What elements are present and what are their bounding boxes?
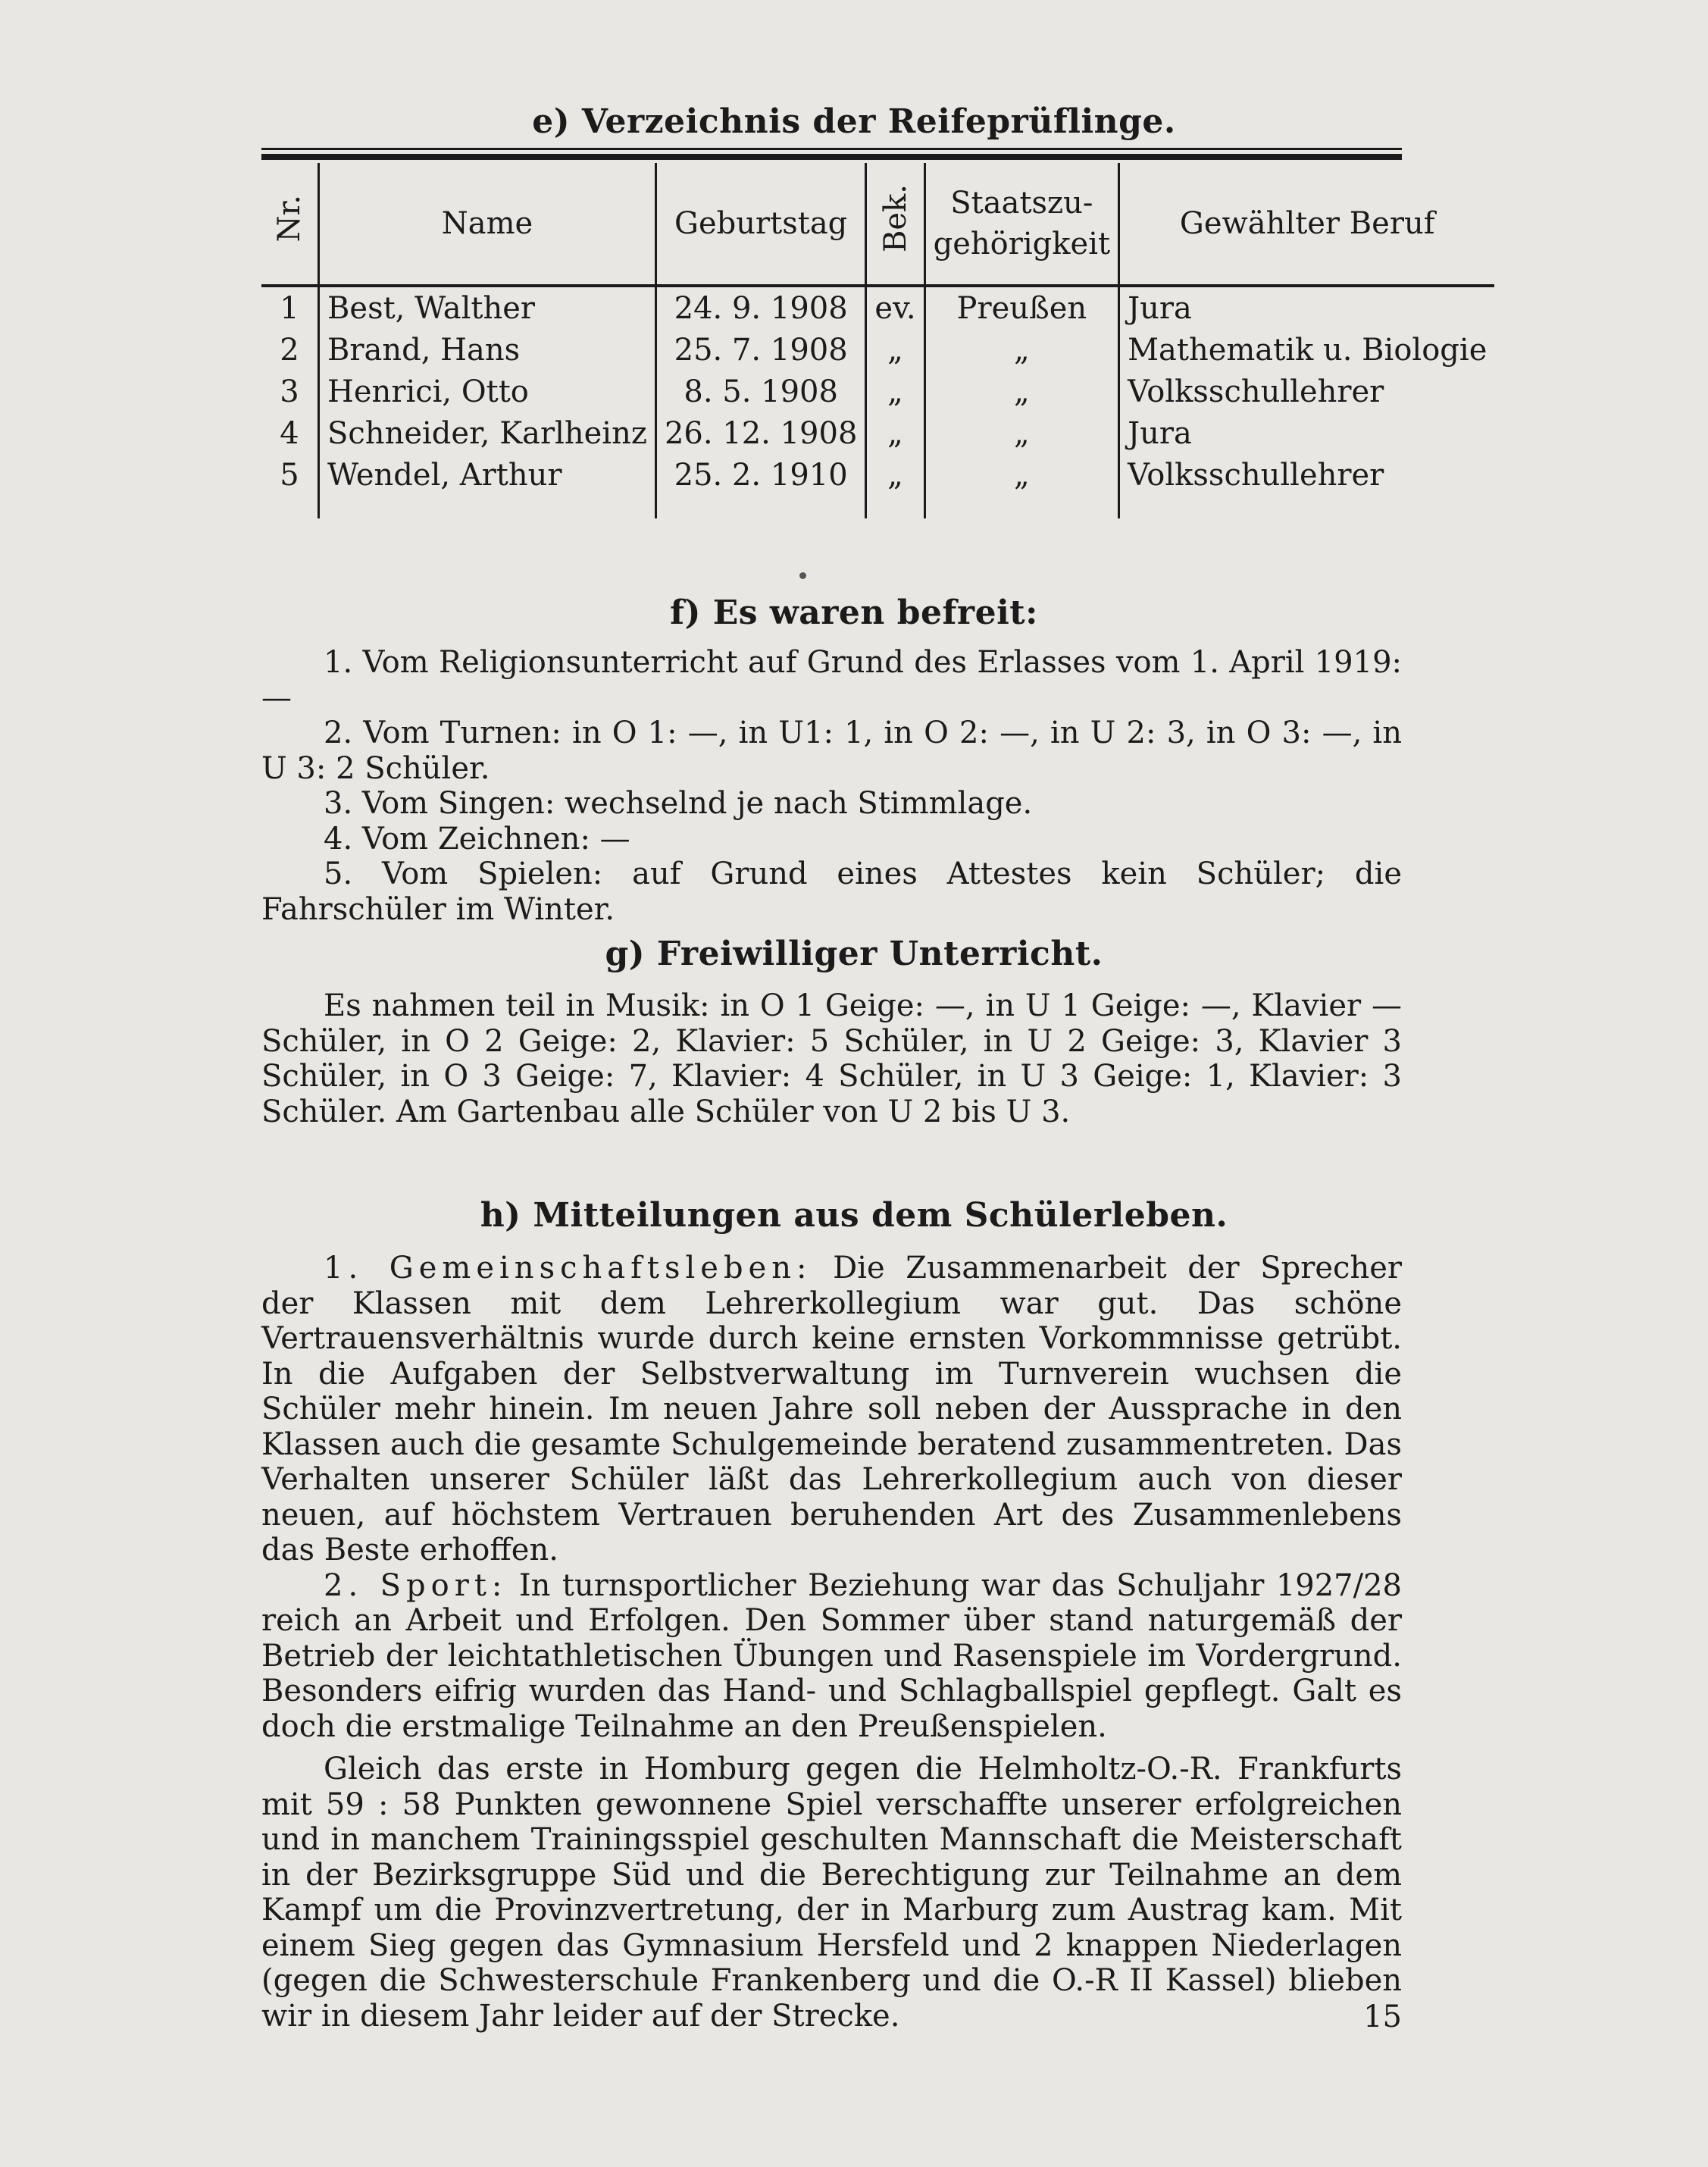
paragraph: Es nahmen teil in Musik: in O 1 Geige: —, in U 1 Geige: —, Klavier — Schüler, in O 2 Geige: 2, Klavier: 5 Schüler, in U 2 Geige: 3, Klavier 3 Schüler, in O 3 Geige: 7, Klavier: 4 Schüler, in U 3 Geige: 1, Klavier: 3 Schüler. Am Gartenbau alle Schüler von U 2 bis U 3.	[261, 988, 1402, 1129]
col-header-beruf: Gewählter Beruf	[1119, 163, 1495, 286]
cell-geburtstag: 26. 12. 1908	[655, 412, 865, 454]
list-item: 5. Vom Spielen: auf Grund eines Attestes kein Schüler; die Fahrschüler im Winter.	[261, 856, 1402, 927]
col-header-staatszugehoerigkeit: Staatszu- gehörigkeit	[924, 163, 1118, 286]
cell-beruf: Jura	[1119, 412, 1495, 454]
cell-beruf: Volksschullehrer	[1119, 454, 1495, 518]
section-g-heading: g) Freiwilliger Unterricht.	[605, 935, 1103, 973]
cell-beruf: Jura	[1119, 286, 1495, 329]
voluntary-lessons-text	[261, 988, 1402, 1129]
section-h-heading: h) Mitteilungen aus dem Schülerleben.	[480, 1196, 1228, 1235]
cell-name: Brand, Hans	[319, 329, 656, 371]
cell-bek: „	[866, 412, 924, 454]
list-item: 4. Vom Zeichnen: —	[324, 821, 630, 856]
paragraph-body: In turnsportlicher Beziehung war das Schuljahr 1927/28 reich an Arbeit und Erfolgen. Den Sommer über stand naturgemäß der Betrieb der leichtathletischen Übungen und Rasenspiele im Vordergrund. Besonders eifrig wurden das Hand- und Schlagballspiel gepflegt. Galt es doch die erstmalige Teilnahme an den Preußenspielen.	[261, 1567, 1402, 1744]
page-number: 15	[1363, 1999, 1402, 2034]
cell-nr: 5	[280, 457, 299, 493]
cell-name: Henrici, Otto	[319, 371, 656, 412]
cell-staats: „	[924, 454, 1118, 518]
table-row	[261, 286, 1494, 329]
cell-beruf: Volksschullehrer	[1119, 371, 1495, 412]
section-f-heading: f) Es waren befreit:	[670, 593, 1038, 632]
list-item: 3. Vom Singen: wechselnd je nach Stimmlage.	[324, 786, 1033, 821]
section-e-heading: e) Verzeichnis der Reifeprüflinge.	[532, 102, 1176, 141]
table-top-rule-thick	[261, 154, 1402, 160]
cell-name: Wendel, Arthur	[319, 454, 656, 518]
cell-bek: „	[866, 329, 924, 371]
cell-staats: „	[924, 329, 1118, 371]
cell-geburtstag: 24. 9. 1908	[655, 286, 865, 329]
col-header-name: Name	[319, 163, 656, 286]
col-header-bek: Bek.	[866, 163, 924, 286]
paragraph-games: Gleich das erste in Homburg gegen die Helmholtz-O.-R. Frankfurts mit 59 : 58 Punkten gewonnene Spiel verschaffte unserer erfolgreichen und in manchem Trainingsspiel geschulten Mannschaft die Meisterschaft in der Bezirksgruppe Süd und die Berechtigung zur Teilnahme an dem Kampf um die Provinzvertretung, der in Marburg zum Austrag kam. Mit einem Sieg gegen das Gymnasium Hersfeld und 2 knappen Niederlagen (gegen die Schwesterschule Frankenberg und die O.-R II Kassel) blieben wir in diesem Jahr leider auf der Strecke.	[261, 1752, 1402, 2034]
cell-bek: „	[866, 454, 924, 518]
table-row	[261, 454, 1494, 518]
col-header-nr: Nr.	[261, 163, 319, 286]
cell-geburtstag: 25. 2. 1910	[655, 454, 865, 518]
cell-name: Best, Walther	[319, 286, 656, 329]
graduates-table	[261, 163, 1494, 518]
cell-staats: „	[924, 371, 1118, 412]
list-item: 1. Vom Religionsunterricht auf Grund des Erlasses vom 1. April 1919: —	[261, 645, 1402, 716]
paragraph-label: 1. Gemeinschaftsleben:	[324, 1251, 812, 1285]
cell-name: Schneider, Karlheinz	[319, 412, 656, 454]
cell-nr: 4	[280, 415, 299, 451]
cell-beruf: Mathematik u. Biologie	[1119, 329, 1495, 371]
list-item: 2. Vom Turnen: in O 1: —, in U1: 1, in O 2: —, in U 2: 3, in O 3: —, in U 3: 2 Schüler.	[261, 716, 1402, 786]
cell-nr: 1	[280, 290, 299, 326]
table-row	[261, 412, 1494, 454]
student-life-text	[261, 1251, 1402, 2034]
cell-geburtstag: 25. 7. 1908	[655, 329, 865, 371]
paragraph-sport	[261, 1568, 1402, 1745]
cell-bek: „	[866, 371, 924, 412]
paragraph-label: 2. Sport:	[324, 1567, 508, 1603]
table-row	[261, 329, 1494, 371]
ink-speck	[799, 572, 806, 579]
cell-geburtstag: 8. 5. 1908	[655, 371, 865, 412]
cell-staats: Preußen	[924, 286, 1118, 329]
exemptions-list	[261, 645, 1402, 927]
paragraph-community	[261, 1251, 1402, 1568]
table-header-row	[261, 163, 1494, 286]
cell-bek: ev.	[866, 286, 924, 329]
table-top-rule-thin	[261, 148, 1402, 150]
table-row	[261, 371, 1494, 412]
paragraph-body: Die Zusammenarbeit der Sprecher der Klassen mit dem Lehrerkollegium war gut. Das schöne Vertrauensverhältnis wurde durch keine ernsten Vorkommnisse getrübt. In die Aufgaben der Selbstverwaltung im Turnverein wuchsen die Schüler mehr hinein. Im neuen Jahre soll neben der Aussprache in den Klassen auch die gesamte Schulgemeinde beratend zusammentreten. Das Verhalten unserer Schüler läßt das Lehrerkollegium auch von dieser neuen, auf höchstem Vertrauen beruhenden Art des Zusammenlebens das Beste erhoffen.	[261, 1251, 1403, 1567]
cell-nr: 2	[280, 332, 299, 368]
cell-nr: 3	[280, 374, 299, 409]
cell-staats: „	[924, 412, 1118, 454]
col-header-geburtstag: Geburtstag	[655, 163, 865, 286]
